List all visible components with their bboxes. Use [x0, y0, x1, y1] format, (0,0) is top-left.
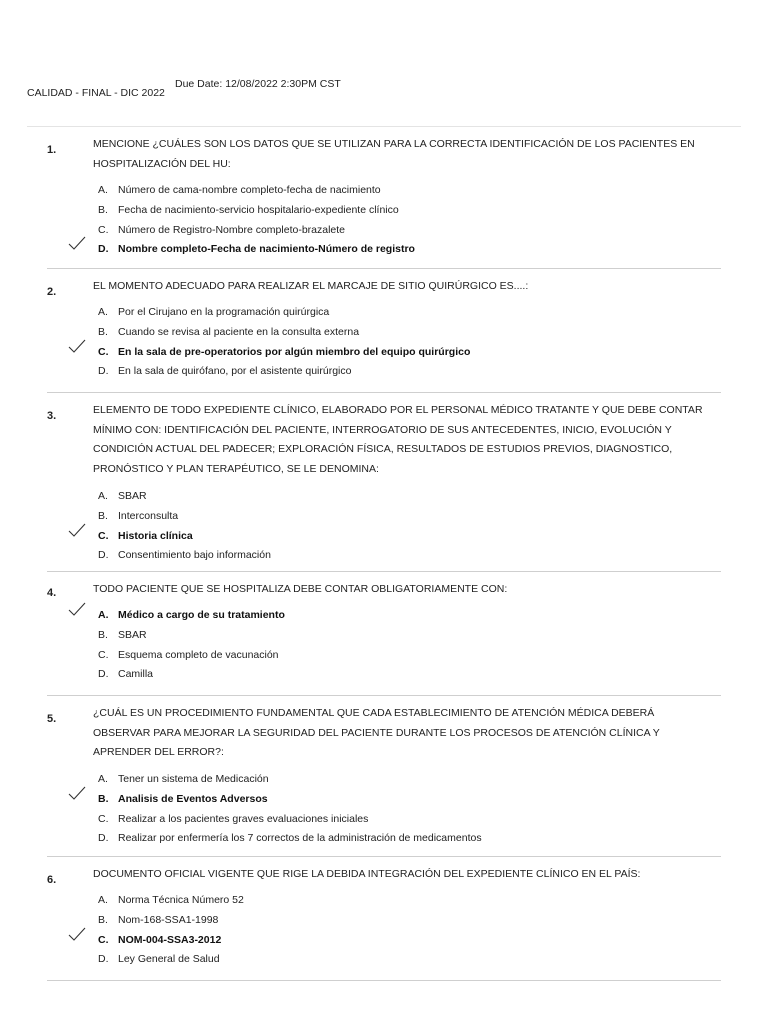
question-text: ELEMENTO DE TODO EXPEDIENTE CLÍNICO, ELABORADO POR EL PERSONAL MÉDICO TRATANTE Y QUE DEBE CONTAR MÍNIMO CON: IDENTIFICACIÓN DEL PACIENTE, INTERROGATORIO DE SUS ANTECEDENTES, INICIO, EVOLUCIÓN Y CONDICIÓN ACTUAL DEL PADECER; EXPLORACIÓN FÍSICA, RESULTADOS DE ESTUDIOS PREVIOS, DIAGNOSTICO, PRONÓSTICO Y PLAN TERAPÉUTICO, SE LE DENOMINA:: [93, 404, 703, 475]
answer-letter: C.: [98, 933, 109, 946]
answer-list: [93, 891, 244, 970]
question-number: 4.: [47, 587, 57, 599]
checkmark-icon: [68, 339, 86, 355]
answer-letter: A.: [98, 894, 108, 906]
question-text: MENCIONE ¿CUÁLES SON LOS DATOS QUE SE UTILIZAN PARA LA CORRECTA IDENTIFICACIÓN DE LOS PACIENTES EN HOSPITALIZACIÓN DEL HU:: [93, 138, 695, 170]
answer-text: Médico a cargo de su tratamiento: [118, 609, 285, 621]
answer-option: [93, 323, 470, 343]
answer-letter: C.: [98, 223, 109, 236]
answer-option: [93, 810, 482, 830]
checkmark-icon: [68, 786, 86, 802]
question-number: 1.: [47, 144, 57, 156]
answer-option: [93, 201, 415, 221]
answer-option-correct: [93, 606, 285, 626]
answer-text: En la sala de quirófano, por el asistente quirúrgico: [118, 365, 352, 378]
answer-list: [93, 303, 470, 382]
answer-letter: B.: [98, 509, 108, 522]
answer-letter: B.: [98, 628, 108, 641]
answer-text: Interconsulta: [118, 509, 179, 522]
answer-text: SBAR: [118, 490, 147, 502]
answer-option: [93, 665, 285, 685]
answer-option-correct: [93, 790, 482, 810]
answer-letter: A.: [98, 490, 108, 502]
answer-text: Número de Registro-Nombre completo-brazalete: [118, 223, 346, 236]
answer-option: [93, 221, 415, 241]
answer-letter: A.: [98, 773, 108, 785]
answer-text: Realizar a los pacientes graves evaluaciones iniciales: [118, 812, 369, 825]
answer-option-correct: [93, 527, 271, 547]
answer-option: [93, 181, 415, 201]
answer-text: Número de cama-nombre completo-fecha de nacimiento: [118, 184, 381, 196]
checkmark-icon: [68, 927, 86, 943]
question-text: DOCUMENTO OFICIAL VIGENTE QUE RIGE LA DEBIDA INTEGRACIÓN DEL EXPEDIENTE CLÍNICO EN EL PAÍS:: [93, 868, 641, 880]
answer-text: Consentimiento bajo información: [118, 549, 271, 562]
question-number: 2.: [47, 286, 57, 298]
answer-text: Ley General de Salud: [118, 953, 220, 966]
answer-option: [93, 507, 271, 527]
page-header: [0, 0, 768, 110]
question-item: [47, 393, 721, 572]
answer-option: [93, 770, 482, 790]
question-text: EL MOMENTO ADECUADO PARA REALIZAR EL MARCAJE DE SITIO QUIRÚRGICO ES....:: [93, 280, 529, 292]
answer-letter: D.: [98, 953, 109, 966]
answer-letter: C.: [98, 529, 109, 542]
question-item: [47, 572, 721, 696]
question-item: [47, 857, 721, 981]
answer-letter: D.: [98, 243, 109, 256]
question-item: [47, 269, 721, 393]
question-item: [47, 696, 721, 857]
answer-letter: C.: [98, 648, 109, 661]
checkmark-icon: [68, 523, 86, 539]
answer-option: [93, 950, 244, 970]
answer-text: Historia clínica: [118, 529, 193, 542]
answer-option: [93, 829, 482, 849]
checkmark-icon: [68, 236, 86, 252]
answer-text: Camilla: [118, 668, 154, 681]
answer-list: [93, 606, 285, 685]
checkmark-icon: [68, 602, 86, 618]
due-date: Due Date: 12/08/2022 2:30PM CST: [175, 78, 341, 90]
answer-option: [93, 487, 271, 507]
answer-text: Norma Técnica Número 52: [118, 894, 244, 906]
answer-letter: A.: [98, 609, 109, 621]
question-number: 3.: [47, 410, 57, 422]
question-number: 5.: [47, 713, 57, 725]
answer-letter: D.: [98, 365, 109, 378]
answer-letter: B.: [98, 203, 108, 216]
answer-option-correct: [93, 931, 244, 951]
question-text: ¿CUÁL ES UN PROCEDIMIENTO FUNDAMENTAL QUE CADA ESTABLECIMIENTO DE ATENCIÓN MÉDICA DEBERÁ OBSERVAR PARA MEJORAR LA SEGURIDAD DEL PACIENTE DURANTE LOS PROCESOS DE ATENCIÓN CLÍNICA Y APRENDER DEL ERROR?:: [93, 707, 660, 758]
answer-option: [93, 626, 285, 646]
answer-option: [93, 891, 244, 911]
answer-letter: B.: [98, 913, 108, 926]
answer-letter: D.: [98, 668, 109, 681]
answer-text: Realizar por enfermería los 7 correctos de la administración de medicamentos: [118, 832, 482, 845]
question-list: [0, 127, 768, 981]
answer-option-correct: [93, 343, 470, 363]
question-text: TODO PACIENTE QUE SE HOSPITALIZA DEBE CONTAR OBLIGATORIAMENTE CON:: [93, 583, 508, 595]
question-number: 6.: [47, 874, 57, 886]
answer-text: Nombre completo-Fecha de nacimiento-Número de registro: [118, 243, 415, 256]
answer-text: Analisis de Eventos Adversos: [118, 792, 268, 805]
answer-letter: D.: [98, 549, 109, 562]
answer-option-correct: [93, 240, 415, 260]
answer-text: Nom-168-SSA1-1998: [118, 913, 219, 926]
answer-option: [93, 911, 244, 931]
answer-option: [93, 546, 271, 566]
answer-letter: D.: [98, 832, 109, 845]
answer-list: [93, 770, 482, 849]
answer-list: [93, 487, 271, 566]
answer-option: [93, 362, 470, 382]
answer-letter: A.: [98, 306, 108, 318]
answer-text: Por el Cirujano en la programación quirúrgica: [118, 306, 330, 318]
answer-letter: C.: [98, 812, 109, 825]
answer-text: Tener un sistema de Medicación: [118, 773, 269, 785]
answer-letter: A.: [98, 184, 108, 196]
answer-letter: B.: [98, 792, 109, 805]
answer-text: Cuando se revisa al paciente en la consulta externa: [118, 325, 360, 338]
answer-text: Esquema completo de vacunación: [118, 648, 279, 661]
answer-text: En la sala de pre-operatorios por algún miembro del equipo quirúrgico: [118, 345, 471, 358]
answer-text: NOM-004-SSA3-2012: [118, 933, 222, 946]
question-item: [47, 127, 721, 269]
answer-letter: B.: [98, 325, 108, 338]
answer-text: SBAR: [118, 628, 147, 641]
answer-letter: C.: [98, 345, 109, 358]
answer-option: [93, 646, 285, 666]
course-title: CALIDAD - FINAL - DIC 2022: [27, 87, 165, 99]
answer-list: [93, 181, 415, 260]
answer-option: [93, 303, 470, 323]
answer-text: Fecha de nacimiento-servicio hospitalario-expediente clínico: [118, 203, 399, 216]
